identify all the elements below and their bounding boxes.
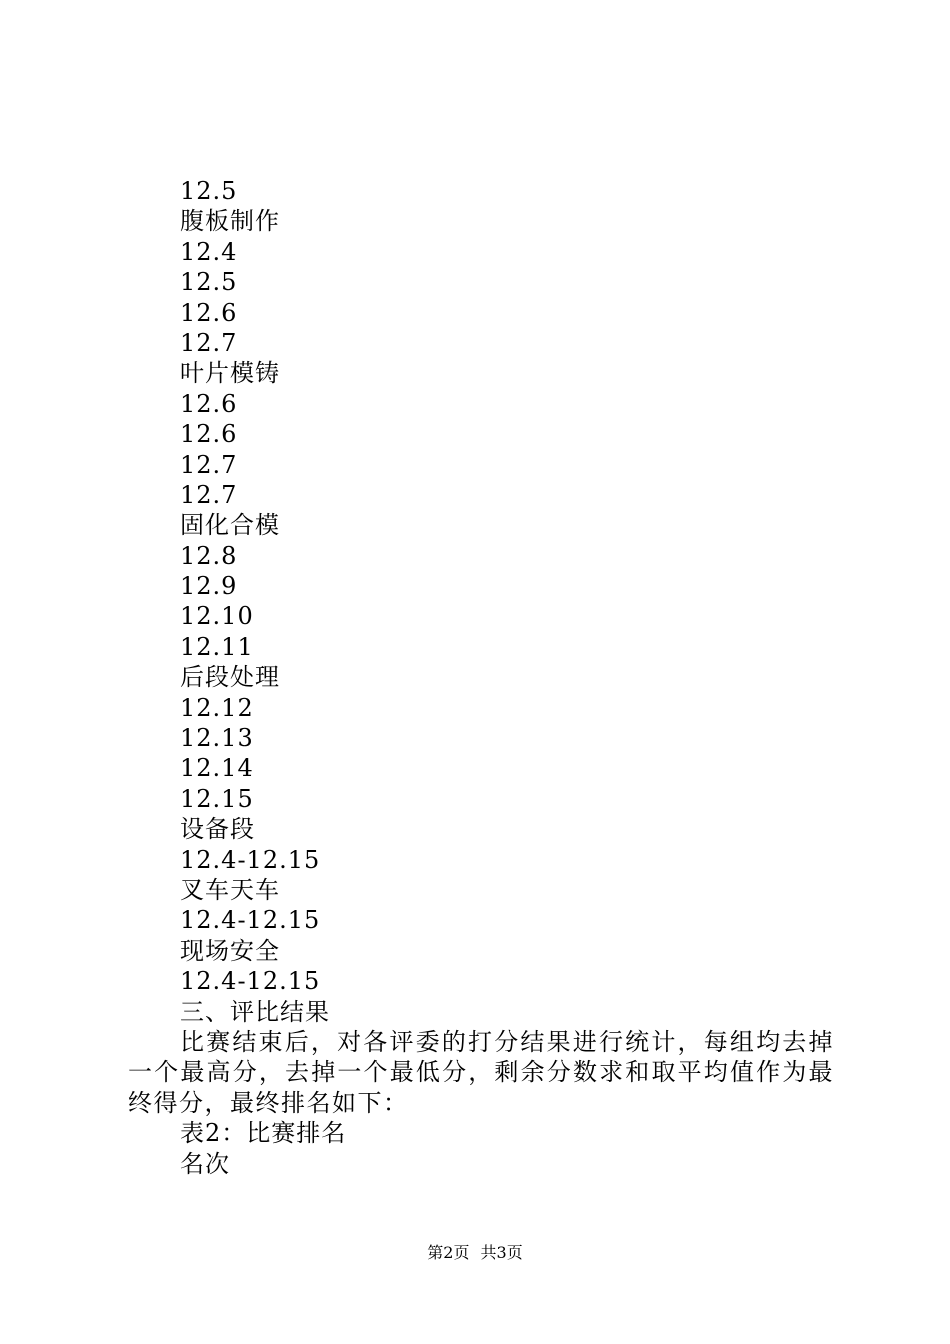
page-total: 共3页 xyxy=(480,1243,523,1262)
text-line: 叶片模铸 xyxy=(180,359,280,388)
text-line: 12.12 xyxy=(180,693,254,722)
text-line: 12.6 xyxy=(180,389,238,418)
text-line: 12.7 xyxy=(180,328,238,357)
text-line: 12.5 xyxy=(180,268,238,297)
section-heading: 三、评比结果 xyxy=(180,997,330,1026)
text-line: 固化合模 xyxy=(180,511,280,540)
text-line: 12.11 xyxy=(180,632,254,661)
page-number: 第2页 xyxy=(427,1243,470,1262)
text-line: 现场安全 xyxy=(180,936,280,965)
text-line: 12.15 xyxy=(180,784,254,813)
text-line: 叉车天车 xyxy=(180,875,280,904)
text-line: 12.8 xyxy=(180,541,238,570)
text-line: 后段处理 xyxy=(180,663,280,692)
text-line: 12.4-12.15 xyxy=(180,967,321,996)
text-line: 12.7 xyxy=(180,480,238,509)
text-line: 12.6 xyxy=(180,420,238,449)
text-line: 12.14 xyxy=(180,754,254,783)
results-paragraph: 比赛结束后，对各评委的打分结果进行统计，每组均去掉一个最高分，去掉一个最低分，剩余分数求和取平均值作为最终得分，最终排名如下： xyxy=(128,1027,834,1117)
text-line: 设备段 xyxy=(180,815,255,844)
text-line: 12.4-12.15 xyxy=(180,906,321,935)
text-line: 12.13 xyxy=(180,724,254,753)
document-body xyxy=(128,176,834,1179)
page-footer xyxy=(0,1243,950,1263)
table-caption: 表2：比赛排名 xyxy=(180,1119,347,1148)
text-line: 12.5 xyxy=(180,177,238,205)
text-line: 腹板制作 xyxy=(180,207,280,236)
text-line: 12.7 xyxy=(180,450,238,479)
text-line: 12.4-12.15 xyxy=(180,845,321,874)
text-line: 12.6 xyxy=(180,298,238,327)
text-line: 12.4 xyxy=(180,237,238,266)
table-header-cell: 名次 xyxy=(180,1149,230,1178)
text-line: 12.9 xyxy=(180,572,238,601)
text-line: 12.10 xyxy=(180,602,254,631)
